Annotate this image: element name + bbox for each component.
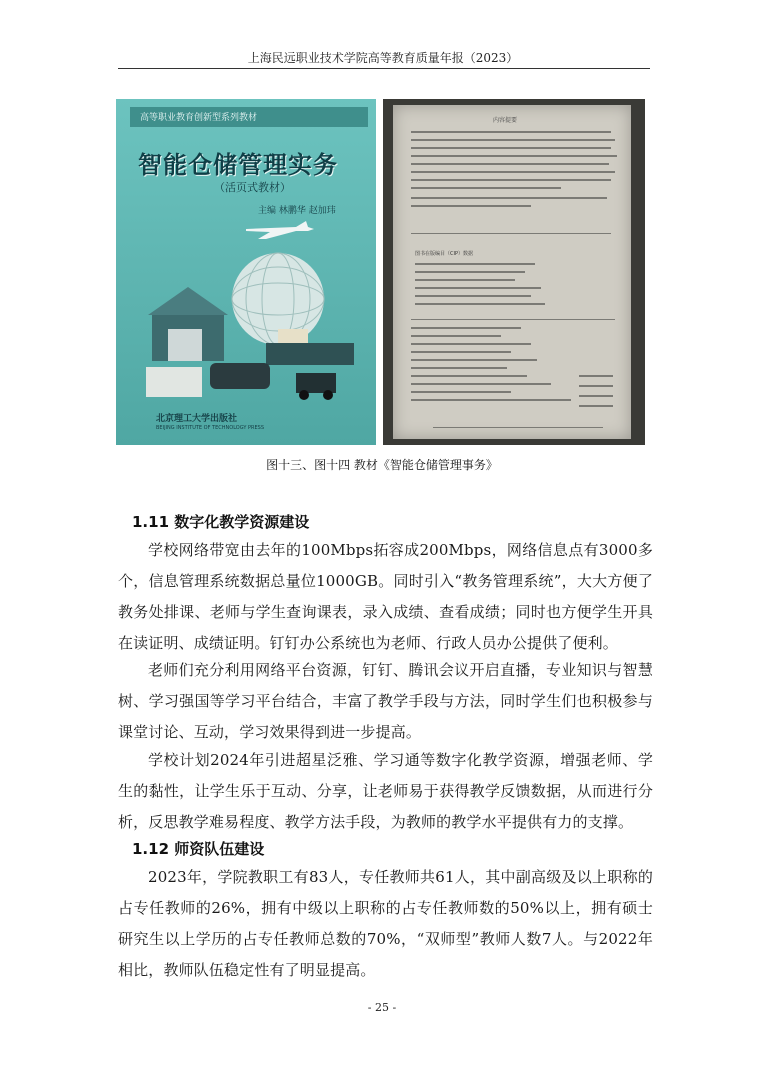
paragraph: 学校网络带宽由去年的100Mbps拓容成200Mbps，网络信息点有3000多个，信息管理系统数据总量位1000GB。同时引入“教务管理系统”，大大方便了教务处排课、老师与学生查询课表，录入成绩、查看成绩；同时也方便学生开具在读证明、成绩证明。钉钉办公系统也为老师、行政人员办公提供了便利。 [118,541,653,652]
paragraph: 老师们充分利用网络平台资源，钉钉、腾讯会议开启直播，专业知识与智慧树、学习强国等学习平台结合，丰富了教学手段与方法，同时学生们也积极参与课堂讨论、互动，学习效果得到进一步提高。 [118,661,653,741]
airplane-icon [246,221,314,239]
header-rule [118,68,650,69]
copyright-page-photo [383,99,645,445]
section-heading-1-11: 1.11 数字化教学资源建设 [132,513,310,531]
book-authors: 主编 林鹏华 赵加玮 [258,206,336,216]
page-header: 上海民远职业技术学院高等教育质量年报（2023） [247,51,519,65]
book-subtitle: （活页式教材） [214,181,291,194]
content-summary-heading: 内容提要 [493,117,518,124]
ship-icon [266,343,354,365]
train-icon [210,363,270,389]
book-cover-photo [116,99,376,445]
paragraph: 2023年，学院教职工有83人，专任教师共61人，其中副高级及以上职称的占专任教师的26%，拥有中级以上职称的占专任教师数的50%以上，拥有硕士研究生以上学历的占专任教师总数的70%，“双师型”教师人数7人。与2022年相比，教师队伍稳定性有了明显提高。 [118,868,653,979]
publisher-name-en: BEIJING INSTITUTE OF TECHNOLOGY PRESS [156,425,265,431]
book-title: 智能仓储管理实务 [138,151,338,179]
publisher-name: 北京理工大学出版社 [156,414,238,424]
copyright-page [393,105,631,439]
warehouse-illustration [146,217,356,407]
section-heading-1-12: 1.12 师资队伍建设 [132,840,265,858]
series-label: 高等职业教育创新型系列教材 [140,113,258,123]
cip-heading: 图书在版编目（CIP）数据 [415,251,473,257]
page-number: - 25 - [367,1001,397,1014]
truck-icon [296,373,336,393]
figure-caption: 图十三、图十四 教材《智能仓储管理事务》 [266,458,498,472]
paragraph: 学校计划2024年引进超星泛雅、学习通等数字化教学资源，增强老师、学生的黏性，让学生乐于互动、分享，让老师易于获得教学反馈数据，从而进行分析，反思教学难易程度、教学方法手段，为教师的教学水平提供有力的支撑。 [118,751,653,831]
